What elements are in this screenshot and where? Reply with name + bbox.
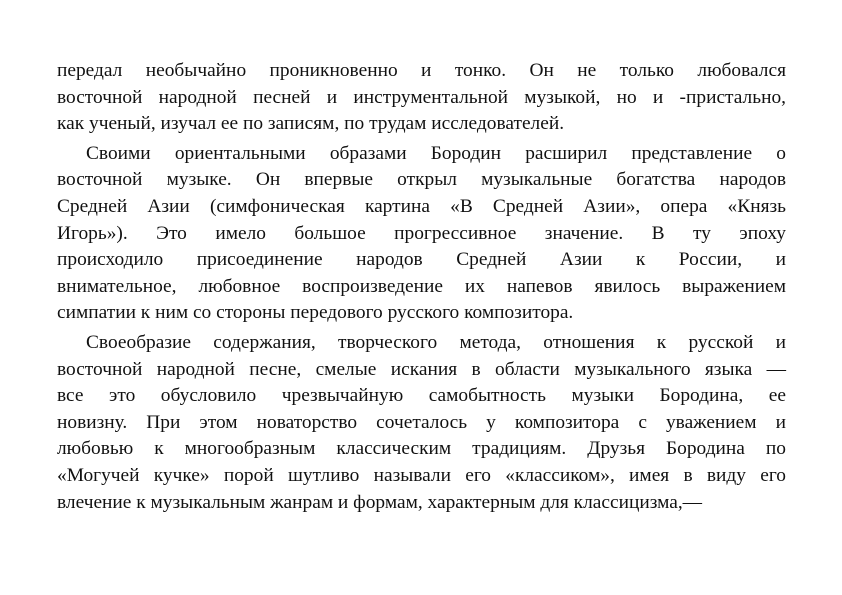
- text-line: любовью к многообразным классическим традициям. Друзья Бородина по: [57, 438, 786, 460]
- text-line: восточной музыке. Он впервые открыл музыкальные богатства народов: [57, 169, 786, 191]
- text-line: все это обусловило чрезвычайную самобытность музыки Бородина, ее: [57, 385, 786, 407]
- text-line: Своими ориентальными образами Бородин расширил представление о: [86, 142, 786, 164]
- text-line: Своеобразие содержания, творческого метода, отношения к русской и: [86, 331, 786, 353]
- text-line: как ученый, изучал ее по записям, по трудам исследователей.: [57, 113, 565, 135]
- text-line: Игорь»). Это имело большое прогрессивное значение. В ту эпоху: [57, 222, 786, 244]
- text-line: Средней Азии (симфоническая картина «В Средней Азии», опера «Князь: [57, 195, 786, 217]
- text-line: новизну. При этом новаторство сочеталось у композитора с уважением и: [57, 411, 786, 433]
- text-line: передал необычайно проникновенно и тонко. Он не только любовался: [57, 60, 786, 81]
- text-line: внимательное, любовное воспроизведение их напевов явилось выражением: [57, 275, 786, 297]
- text-line: влечение к музыкальным жанрам и формам, характерным для классицизма,—: [57, 491, 703, 513]
- text-line: происходило присоединение народов Средней Азии к России, и: [57, 249, 786, 271]
- text-line: «Могучей кучке» порой шутливо называли его «классиком», имея в виду его: [57, 464, 786, 486]
- paragraph-2: [57, 141, 786, 327]
- text-line: восточной народной песне, смелые искания в области музыкального языка —: [57, 358, 786, 380]
- paragraph-1: [57, 58, 786, 138]
- paragraph-3: [57, 330, 786, 516]
- text-line: восточной народной песней и инструментальной музыкой, но и -пристально,: [57, 86, 786, 108]
- text-line: симпатии к ним со стороны передового русского композитора.: [57, 302, 574, 324]
- body-text: [57, 58, 786, 516]
